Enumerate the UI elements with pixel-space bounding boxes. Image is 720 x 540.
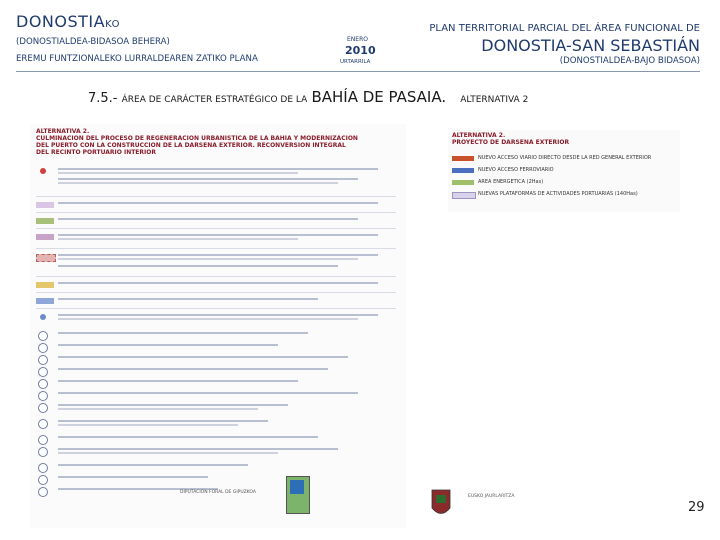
legend-row: [34, 330, 402, 341]
legend-document-left: [30, 124, 406, 528]
legend-text-line: [58, 168, 378, 170]
legend-text-line: [58, 202, 378, 204]
legend-swatch: [36, 282, 54, 288]
legend-number-circle: [38, 355, 48, 365]
section-number: 7.5.-: [88, 91, 118, 106]
right-legend-row: AREA ENERGETICA (2Has): [452, 178, 676, 188]
legend-heading-line: CULMINACION DEL PROCESO DE REGENERACION URBANISTICA DE LA BAHIA Y MODERNIZACION: [36, 135, 358, 142]
legend-swatch: [36, 254, 56, 262]
legend-row: [34, 252, 402, 263]
legend-swatch: [452, 156, 474, 161]
legend-number-circle: [38, 487, 48, 497]
legend-text-line: [58, 178, 358, 180]
legend-separator: [36, 276, 396, 277]
legend-text-line: [58, 404, 288, 406]
right-footer-org: EUSKO JAURLARITZA: [468, 494, 515, 499]
legend-row: [34, 446, 402, 457]
header-month: ENERO: [347, 36, 368, 43]
legend-text-line: [58, 448, 338, 450]
legend-text-line: [58, 298, 318, 300]
legend-text-line: [58, 392, 358, 394]
legend-text-line: [58, 254, 378, 256]
legend-row: [34, 232, 402, 243]
legend-swatch: [36, 298, 54, 304]
right-legend-heading: ALTERNATIVA 2. PROYECTO DE DARSENA EXTERIOR: [452, 132, 570, 146]
header-divider: [16, 71, 700, 72]
shield-detail: [290, 480, 304, 494]
legend-separator: [36, 212, 396, 213]
legend-separator: [36, 228, 396, 229]
legend-text-line: [58, 314, 378, 316]
legend-row: [34, 390, 402, 401]
left-header-subtitle: (DONOSTIALDEA-BIDASOA BEHERA): [16, 37, 170, 47]
legend-text-line: [58, 265, 338, 267]
legend-number-circle: [38, 435, 48, 445]
legend-number-circle: [38, 331, 48, 341]
legend-text-line: [58, 436, 318, 438]
legend-heading-line: DEL PUERTO CON LA CONSTRUCCION DE LA DARSENA EXTERIOR. RECONVERSION INTEGRAL: [36, 142, 346, 149]
legend-text-line: [58, 258, 358, 260]
legend-row: [34, 434, 402, 445]
section-place: BAHÍA DE PASAIA.: [311, 88, 447, 106]
legend-number-circle: [38, 463, 48, 473]
legend-swatch: [452, 168, 474, 173]
section-alternative: ALTERNATIVA 2: [460, 95, 529, 105]
legend-text-line: [58, 424, 238, 426]
legend-number-circle: [38, 447, 48, 457]
legend-row: [34, 418, 402, 429]
legend-text-line: [58, 182, 338, 184]
legend-separator: [36, 248, 396, 249]
legend-heading-line: ALTERNATIVA 2.: [36, 128, 90, 135]
page-number: 29: [688, 500, 705, 515]
legend-row: [34, 462, 402, 473]
legend-row: [34, 378, 402, 389]
section-lead: ÁREA DE CARÁCTER ESTRATÉGICO DE LA: [121, 95, 308, 105]
legend-separator: [36, 292, 396, 293]
legend-number-circle: [38, 367, 48, 377]
legend-separator: [36, 196, 396, 197]
legend-swatch: [40, 168, 46, 174]
header-year: 2010: [345, 44, 376, 57]
legend-text-line: [58, 318, 358, 320]
legend-text-line: [58, 380, 298, 382]
right-legend-row: NUEVO ACCESO FERROVIARIO: [452, 166, 676, 176]
legend-text-line: [58, 476, 208, 478]
left-footer-org: DIPUTACION FORAL DE GIPUZKOA: [180, 490, 256, 495]
section-heading: [88, 88, 528, 106]
legend-number-circle: [38, 419, 48, 429]
legend-swatch: [36, 202, 54, 208]
legend-heading-line: DEL RECINTO PORTUARIO INTERIOR: [36, 149, 156, 156]
legend-swatch: [452, 192, 476, 199]
legend-text-line: [58, 172, 298, 174]
legend-number-circle: [38, 403, 48, 413]
legend-text-line: [58, 368, 328, 370]
left-header-plan-name: EREMU FUNTZIONALEKO LURRALDEAREN ZATIKO PLANA: [16, 54, 258, 64]
legend-separator: [36, 308, 396, 309]
right-legend-row: NUEVO ACCESO VIARIO DIRECTO DESDE LA RED GENERAL EXTERIOR: [452, 154, 676, 164]
legend-text-line: [58, 218, 358, 220]
legend-number-circle: [38, 475, 48, 485]
legend-text-line: [58, 356, 348, 358]
legend-text-line: [58, 452, 278, 454]
legend-text-line: [58, 344, 278, 346]
legend-text-line: [58, 464, 248, 466]
legend-text-line: [58, 238, 298, 240]
legend-swatch: [452, 180, 474, 185]
legend-text-line: [58, 234, 378, 236]
legend-document-right: [448, 130, 680, 212]
legend-row: [34, 280, 402, 291]
legend-row: [34, 263, 402, 274]
legend-row: [34, 402, 402, 413]
legend-number-circle: [38, 379, 48, 389]
left-header-title: DONOSTIAKO: [16, 12, 120, 31]
legend-row: [34, 216, 402, 227]
legend-row: [34, 354, 402, 365]
legend-swatch: [36, 234, 54, 240]
legend-swatch: [36, 218, 54, 224]
legend-text-line: [58, 282, 378, 284]
legend-row: [34, 342, 402, 353]
header-month-basque: URTARRILA: [340, 59, 371, 65]
basque-coat-of-arms-icon: [430, 486, 452, 520]
legend-row: [34, 474, 402, 485]
legend-row: [34, 200, 402, 211]
legend-row: [34, 312, 402, 323]
legend-row: [34, 296, 402, 307]
right-legend-row: NUEVAS PLATAFORMAS DE ACTIVIDADES PORTUARIAS (140Has): [452, 190, 676, 200]
legend-swatch: [40, 314, 46, 320]
legend-text-line: [58, 332, 308, 334]
right-header-city: DONOSTIA-SAN SEBASTIÁN: [481, 36, 700, 55]
left-footer-logo-text: [180, 490, 280, 526]
legend-number-circle: [38, 343, 48, 353]
right-header-title: PLAN TERRITORIAL PARCIAL DEL ÁREA FUNCIONAL DE: [429, 23, 700, 34]
legend-text-line: [58, 408, 258, 410]
legend-row: [34, 366, 402, 377]
legend-text-line: [58, 420, 268, 422]
legend-row: [34, 176, 402, 187]
right-header-subtitle: (DONOSTIALDEA-BAJO BIDASOA): [559, 56, 700, 66]
legend-number-circle: [38, 391, 48, 401]
